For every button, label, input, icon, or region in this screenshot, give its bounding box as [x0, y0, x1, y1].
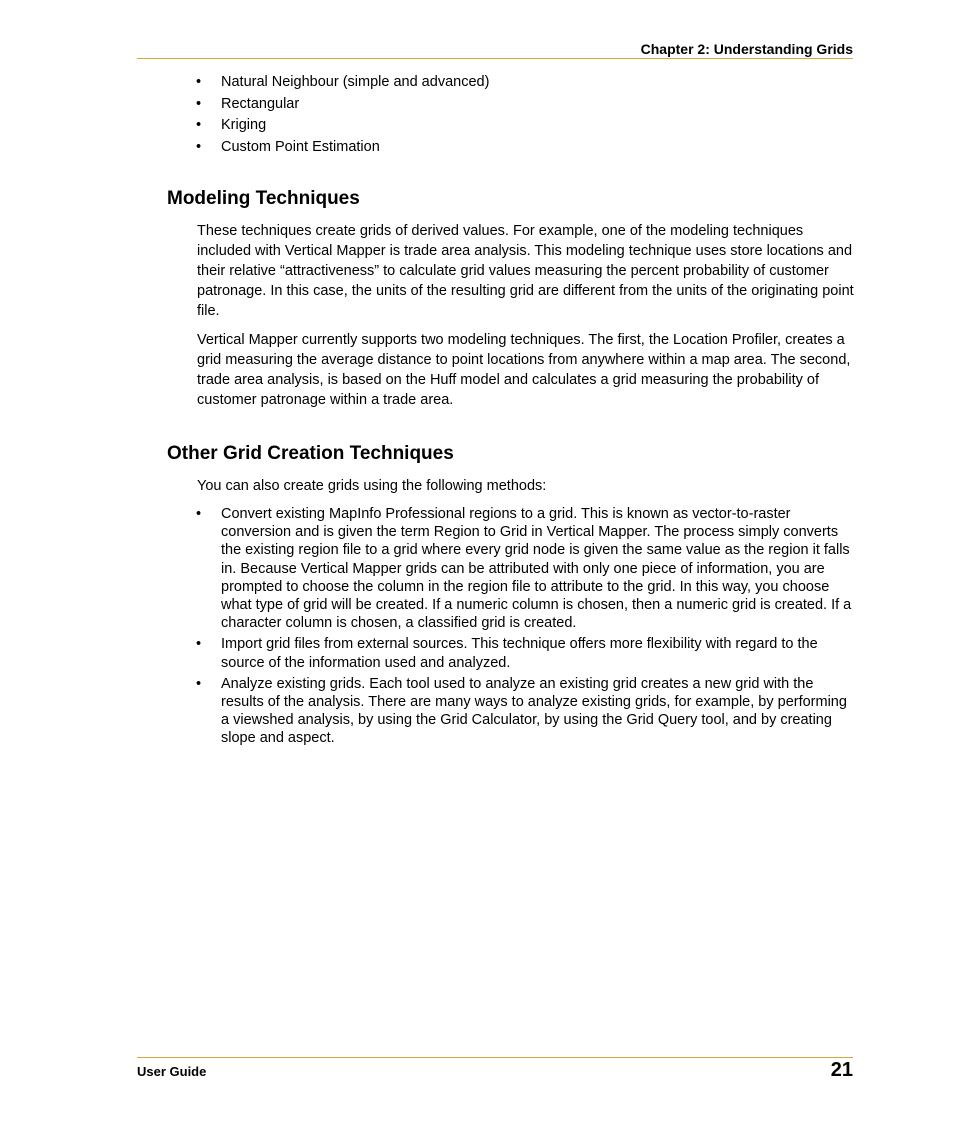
bullet-icon: • [196, 117, 202, 134]
other-intro: You can also create grids using the following methods: [197, 478, 547, 494]
bullet-icon: • [196, 506, 202, 522]
modeling-paragraph-1: These techniques create grids of derived values. For example, one of the modeling techniques included with Vertical Mapper is trade area analysis. This modeling technique uses store locations and their relative “attractiveness” to calculate grid values measuring the percent probability of customer patronage. In this case, the units of the resulting grid are different from the units of the originating point file. [197, 223, 854, 319]
bullet-icon: • [196, 95, 202, 112]
list-item [196, 114, 856, 136]
list-item [196, 71, 856, 93]
list-item-text: Natural Neighbour (simple and advanced) [221, 74, 490, 90]
list-item [196, 93, 856, 115]
list-item-text: Import grid files from external sources. This technique offers more flexibility with regard to the source of the information used and analyzed. [221, 636, 818, 671]
chapter-title: Chapter 2: Understanding Grids [640, 41, 853, 57]
section-heading-other: Other Grid Creation Techniques [167, 443, 454, 464]
list-item-text: Rectangular [221, 95, 300, 112]
page-header [137, 40, 853, 59]
list-item [196, 136, 856, 158]
list-item [196, 505, 856, 632]
grid-creation-methods-list [196, 505, 856, 751]
list-item [196, 675, 856, 748]
section-heading-modeling: Modeling Techniques [167, 188, 360, 209]
modeling-paragraph-2: Vertical Mapper currently supports two modeling techniques. The first, the Location Profiler, creates a grid measuring the average distance to point locations from anywhere within a map area. The second, trade area analysis, is based on the Huff model and calculates a grid measuring the probability of customer patronage within a trade area. [197, 332, 851, 408]
list-item-text: Analyze existing grids. Each tool used to analyze an existing grid creates a new grid with the results of the analysis. There are many ways to analyze existing grids, for example, by performing a viewshed analysis, by using the Grid Calculator, by using the Grid Query tool, and by creating slope and aspect. [221, 675, 847, 747]
page-footer [137, 1057, 853, 1081]
list-item [196, 635, 856, 671]
list-item-text: Custom Point Estimation [221, 139, 380, 156]
bullet-icon: • [196, 139, 202, 156]
footer-guide-label: User Guide [137, 1064, 207, 1079]
list-item-text: Kriging [221, 117, 267, 134]
list-item-text: Convert existing MapInfo Professional regions to a grid. This is known as vector-to-raster conversion and is given the term Region to Grid in Vertical Mapper. The process simply converts the existing region file to a grid where every grid node is given the same value as the region it falls in. Because Vertical Mapper grids can be attributed with only one piece of information, you are prompted to choose the column in the region file to attribute to the grid. In this way, you choose what type of grid will be created. If a numeric column is chosen, then a numeric grid is created. If a character column is chosen, a classified grid is created. [221, 506, 852, 632]
page-number: 21 [830, 1059, 853, 1081]
interpolation-methods-list [196, 71, 856, 158]
bullet-icon: • [196, 636, 202, 653]
bullet-icon: • [196, 675, 202, 692]
bullet-icon: • [196, 74, 202, 90]
